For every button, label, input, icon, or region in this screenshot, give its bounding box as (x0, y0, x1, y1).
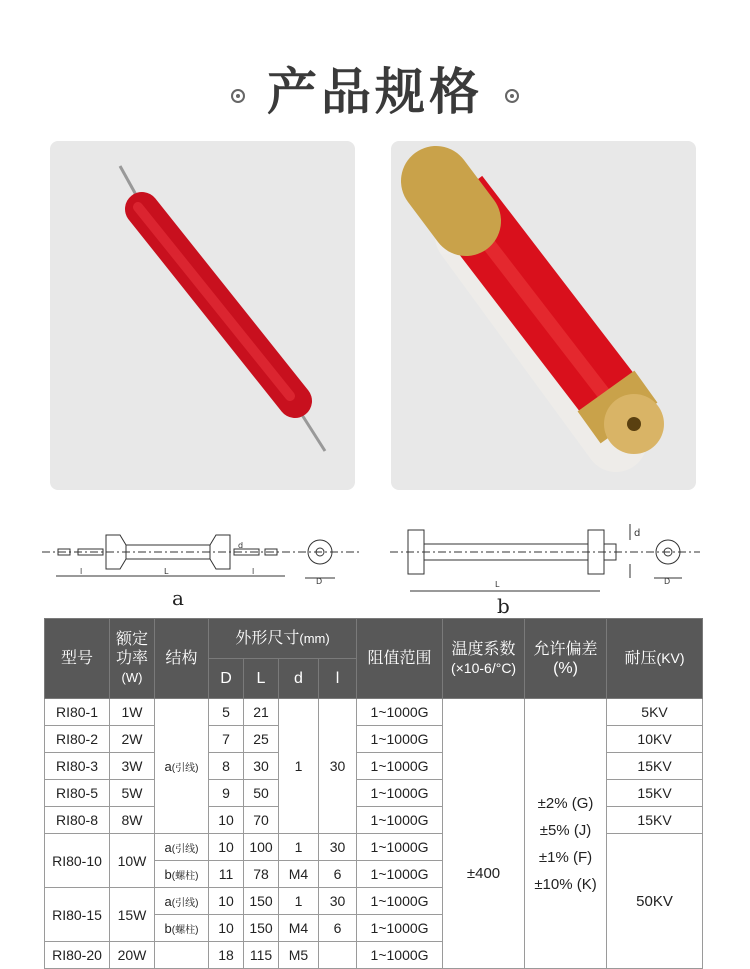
cell-l (319, 942, 357, 969)
cell-d: M4 (279, 915, 319, 942)
dim-label-D-b: D (664, 577, 671, 586)
cell-l: 6 (319, 915, 357, 942)
cell-resistance: 1~1000G (357, 753, 443, 780)
dimension-diagrams (0, 516, 750, 616)
table-header-row (45, 619, 703, 659)
cell-power: 20W (110, 942, 155, 969)
cell-L: 21 (244, 699, 279, 726)
cell-resistance: 1~1000G (357, 888, 443, 915)
page-title: 产品规格 (0, 52, 750, 124)
cell-L: 100 (244, 834, 279, 861)
cell-voltage: 10KV (607, 726, 703, 753)
cell-L: 70 (244, 807, 279, 834)
cell-power: 1W (110, 699, 155, 726)
cell-d: M5 (279, 942, 319, 969)
cell-D: 9 (209, 780, 244, 807)
cell-L: 25 (244, 726, 279, 753)
product-photo-lead-resistor (50, 141, 355, 490)
header-tempcoef: 温度系数 (×10-6/°C) (443, 619, 525, 699)
cell-tempcoef: ±400 (443, 699, 525, 969)
cell-power: 15W (110, 888, 155, 942)
dim-label-D: D (316, 577, 323, 586)
cell-D: 5 (209, 699, 244, 726)
header-power: 额定功率 (W) (110, 619, 155, 699)
cell-l: 30 (319, 834, 357, 861)
cell-structure-group: a(引线) (155, 699, 209, 834)
cell-D: 10 (209, 888, 244, 915)
cell-model: RI80-8 (45, 807, 110, 834)
cell-resistance: 1~1000G (357, 861, 443, 888)
cell-tolerance: ±2% (G) ±5% (J) ±1% (F) ±10% (K) (525, 699, 607, 969)
dim-label-d: d (238, 541, 244, 550)
cell-power: 3W (110, 753, 155, 780)
header-dim-d: d (279, 659, 319, 699)
cell-voltage-merged: 50KV (607, 834, 703, 969)
spec-table (44, 618, 703, 969)
cell-L: 150 (244, 888, 279, 915)
cell-structure: a(引线) (155, 834, 209, 861)
cell-structure: b(螺柱) (155, 861, 209, 888)
cell-L: 30 (244, 753, 279, 780)
cell-d: M4 (279, 861, 319, 888)
cell-power: 10W (110, 834, 155, 888)
cell-l-group: 30 (319, 699, 357, 834)
dim-label-L-b: L (495, 580, 500, 589)
figure-label-b: b (497, 594, 510, 618)
cell-model: RI80-1 (45, 699, 110, 726)
cell-D: 8 (209, 753, 244, 780)
cell-model: RI80-15 (45, 888, 110, 942)
dim-label-l-left: l (80, 567, 83, 576)
cell-resistance: 1~1000G (357, 807, 443, 834)
header-dimensions: 外形尺寸(mm) (209, 619, 357, 659)
cell-model: RI80-3 (45, 753, 110, 780)
dim-label-d-b: d (634, 528, 641, 539)
header-tolerance: 允许偏差 (%) (525, 619, 607, 699)
header-dim-L: L (244, 659, 279, 699)
drawing-svg (0, 516, 750, 616)
table-row (45, 699, 703, 726)
cell-model: RI80-5 (45, 780, 110, 807)
product-photo-stud-resistor (391, 141, 696, 490)
cell-L: 50 (244, 780, 279, 807)
cell-voltage: 5KV (607, 699, 703, 726)
header-dim-D: D (209, 659, 244, 699)
cell-structure (155, 942, 209, 969)
cell-structure: a(引线) (155, 888, 209, 915)
cell-model: RI80-2 (45, 726, 110, 753)
cell-voltage: 15KV (607, 753, 703, 780)
cell-resistance: 1~1000G (357, 834, 443, 861)
cell-d: 1 (279, 888, 319, 915)
figure-label-a: a (172, 586, 184, 610)
cell-structure: b(螺柱) (155, 915, 209, 942)
cell-power: 5W (110, 780, 155, 807)
header-resistance: 阻值范围 (357, 619, 443, 699)
cell-L: 115 (244, 942, 279, 969)
cell-power: 8W (110, 807, 155, 834)
cell-L: 78 (244, 861, 279, 888)
cell-D: 7 (209, 726, 244, 753)
bullet-icon (231, 89, 245, 103)
cell-l: 6 (319, 861, 357, 888)
cell-resistance: 1~1000G (357, 942, 443, 969)
header-voltage: 耐压(KV) (607, 619, 703, 699)
dim-label-l-right: l (252, 567, 255, 576)
cell-voltage: 15KV (607, 780, 703, 807)
cell-model: RI80-20 (45, 942, 110, 969)
cell-L: 150 (244, 915, 279, 942)
cell-resistance: 1~1000G (357, 699, 443, 726)
cell-resistance: 1~1000G (357, 780, 443, 807)
cell-model: RI80-10 (45, 834, 110, 888)
cell-D: 10 (209, 807, 244, 834)
cell-D: 10 (209, 915, 244, 942)
cell-D: 11 (209, 861, 244, 888)
header-dim-l: l (319, 659, 357, 699)
cell-resistance: 1~1000G (357, 726, 443, 753)
dim-label-L: L (164, 567, 169, 576)
header-structure: 结构 (155, 619, 209, 699)
cell-d-group: 1 (279, 699, 319, 834)
cell-l: 30 (319, 888, 357, 915)
bullet-icon (505, 89, 519, 103)
cell-power: 2W (110, 726, 155, 753)
header-model: 型号 (45, 619, 110, 699)
cell-resistance: 1~1000G (357, 915, 443, 942)
cell-d: 1 (279, 834, 319, 861)
cell-voltage: 15KV (607, 807, 703, 834)
cell-D: 10 (209, 834, 244, 861)
cell-D: 18 (209, 942, 244, 969)
